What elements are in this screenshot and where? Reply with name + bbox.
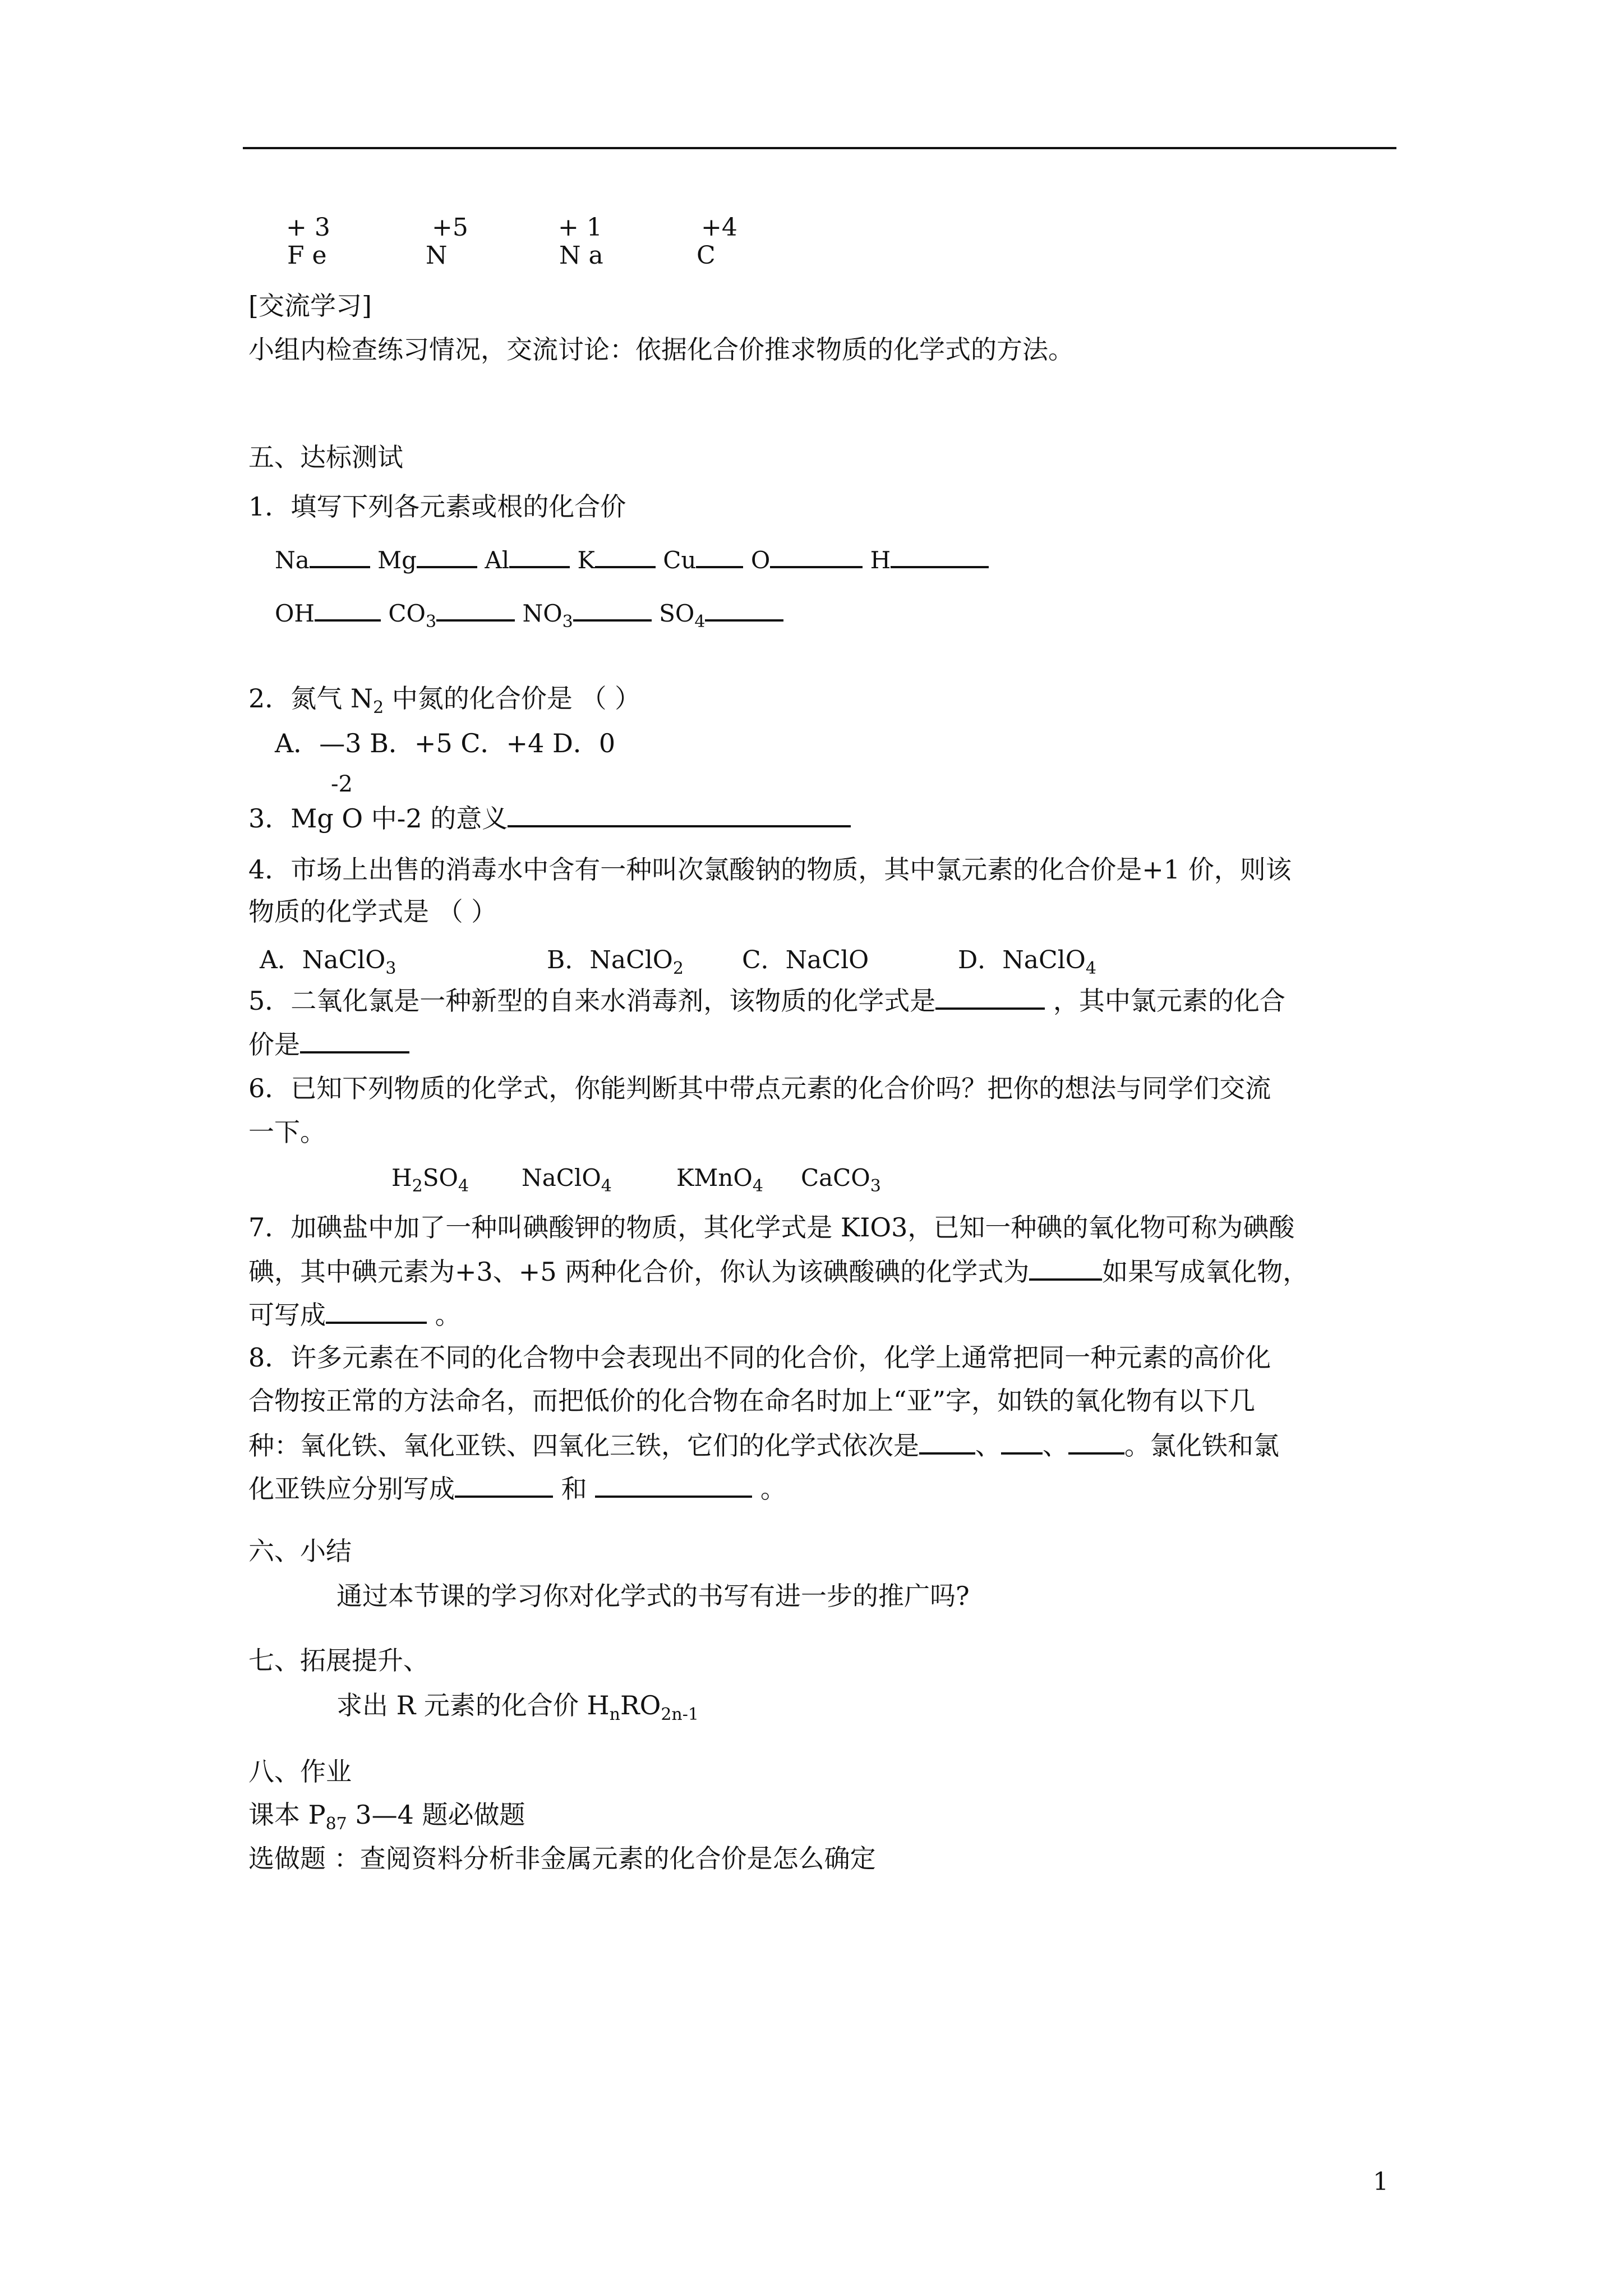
- q5-line1: [248, 983, 1285, 1018]
- q8-line4: [248, 1471, 786, 1506]
- blank-k[interactable]: [595, 541, 656, 568]
- q4-option-a: A．NaClO$_3$: [260, 946, 396, 978]
- formula-naclo4: NaClO$_4$: [522, 1164, 612, 1196]
- blank-cu[interactable]: [696, 541, 743, 568]
- q6-line2: 一下。: [248, 1117, 326, 1147]
- page-number: 1: [1373, 2168, 1389, 2196]
- q7-text-c: 可写成: [248, 1300, 326, 1330]
- q4-option-b: B．NaClO$_2$: [547, 946, 684, 978]
- elem-na: Na: [275, 546, 310, 574]
- q7-line3: [248, 1297, 461, 1332]
- q5-text-b: ，其中氯元素的化合: [1053, 986, 1285, 1016]
- section7-sub2: 2n-1: [661, 1705, 699, 1724]
- section8-line2: 选做题 ：查阅资料分析非金属元素的化合价是怎么确定: [248, 1843, 876, 1874]
- q2-text: [248, 682, 640, 725]
- q8-text-d: 和: [561, 1474, 587, 1504]
- section8-heading: 八、作业: [248, 1756, 352, 1787]
- element-fe: F e: [287, 241, 327, 270]
- section5-heading: 五、达标测试: [248, 442, 403, 472]
- blank-co3[interactable]: [436, 595, 515, 622]
- formula-kmno4: KMnO$_4$: [676, 1164, 763, 1196]
- q4-line1: 4．市场上出售的消毒水中含有一种叫次氯酸钠的物质，其中氯元素的化合价是+1 价，则该: [248, 854, 1292, 885]
- radical-no3: NO: [522, 600, 562, 627]
- element-c: C: [697, 241, 716, 270]
- q7-line1: 7．加碘盐中加了一种叫碘酸钾的物质，其化学式是 KIO3，已知一种碘的氧化物可称为碘酸: [248, 1212, 1295, 1243]
- q5-text-a: 5．二氧化氯是一种新型的自来水消毒剂，该物质的化学式是: [248, 986, 936, 1016]
- q1-row2: [275, 595, 783, 632]
- elem-k: K: [577, 546, 595, 574]
- q8-blank2[interactable]: [1001, 1428, 1043, 1455]
- q3-superscript: -2: [331, 771, 353, 797]
- q8-sep1: 、: [975, 1430, 1001, 1461]
- radical-so4-sub: 4: [694, 612, 706, 632]
- q7-text-d: 。: [435, 1300, 461, 1330]
- section7-text: [336, 1688, 699, 1732]
- q8-text-c: 化亚铁应分别写成: [248, 1474, 455, 1504]
- q8-blank5[interactable]: [595, 1471, 752, 1498]
- blank-h[interactable]: [891, 541, 989, 568]
- q7-text-a: 碘，其中碘元素为+3、+5 两种化合价，你认为该碘酸碘的化学式为: [248, 1257, 1030, 1287]
- blank-na[interactable]: [310, 541, 370, 568]
- valence-c: +4: [701, 213, 737, 242]
- q8-line3: [248, 1428, 1279, 1462]
- section8-text-a: 课本 P: [248, 1800, 326, 1830]
- blank-oh[interactable]: [315, 595, 381, 622]
- section7-text-a: 求出 R 元素的化合价 H: [336, 1690, 610, 1720]
- section7-text-b: RO: [620, 1690, 661, 1720]
- q6-line1: 6．已知下列物质的化学式，你能判断其中带点元素的化合价吗？把你的想法与同学们交流: [248, 1073, 1271, 1103]
- valence-n: +5: [432, 213, 468, 242]
- q3-blank[interactable]: [508, 800, 851, 827]
- q2-text-a: 2．氮气 N: [248, 683, 374, 714]
- elem-cu: Cu: [663, 546, 697, 574]
- q7-text-b: 如果写成氧化物，: [1102, 1257, 1309, 1287]
- element-na: N a: [559, 241, 603, 270]
- q8-line2: 合物按正常的方法命名，而把低价的化合物在命名时加上“亚”字，如铁的氧化物有以下几: [248, 1386, 1256, 1416]
- q7-blank1[interactable]: [1029, 1254, 1102, 1281]
- elem-al: Al: [485, 546, 510, 574]
- element-n: N: [426, 241, 448, 270]
- section6-heading: 六、小结: [248, 1536, 352, 1566]
- q4-option-d: D．NaClO$_4$: [958, 946, 1096, 978]
- section8-text-b: 3—4 题必做题: [347, 1800, 525, 1830]
- elem-mg: Mg: [377, 546, 417, 574]
- q3-text: 3．Mg O 中-2 的意义: [248, 803, 508, 834]
- q3-line: [248, 800, 851, 835]
- blank-al[interactable]: [509, 541, 570, 568]
- section6-text: 通过本节课的学习你对化学式的书写有进一步的推广吗?: [336, 1581, 970, 1611]
- q1-text: 1．填写下列各元素或根的化合价: [248, 491, 626, 522]
- blank-so4[interactable]: [705, 595, 783, 622]
- header-rule: [243, 147, 1396, 149]
- q8-text-b: 。氯化铁和氯: [1124, 1430, 1279, 1461]
- valence-na: + 1: [558, 213, 602, 242]
- section7-sub1: n: [609, 1705, 620, 1724]
- radical-no3-sub: 3: [562, 612, 573, 632]
- q7-line2: [248, 1254, 1308, 1289]
- section8-sub: 87: [325, 1814, 347, 1834]
- q5-blank2[interactable]: [300, 1027, 409, 1053]
- valence-fe: + 3: [286, 213, 330, 242]
- elem-h: H: [870, 546, 891, 574]
- radical-so4: SO: [659, 600, 695, 627]
- radical-oh: OH: [275, 600, 315, 627]
- q5-text-c: 价是: [248, 1029, 300, 1060]
- blank-mg[interactable]: [417, 541, 477, 568]
- section8-line1: [248, 1798, 525, 1841]
- q5-blank1[interactable]: [935, 983, 1045, 1010]
- q8-sep2: 、: [1043, 1430, 1068, 1461]
- formula-h2so4: $H_2SO_4$: [391, 1164, 469, 1196]
- section7-heading: 七、拓展提升、: [248, 1645, 429, 1676]
- q8-text-e: 。: [760, 1474, 786, 1504]
- radical-co3-sub: 3: [426, 612, 437, 632]
- q8-blank1[interactable]: [919, 1428, 975, 1455]
- q8-text-a: 种：氧化铁、氧化亚铁、四氧化三铁，它们的化学式依次是: [248, 1430, 919, 1461]
- q2-sub: 2: [373, 698, 384, 717]
- q1-row1: [275, 541, 989, 574]
- blank-o[interactable]: [770, 541, 863, 568]
- q8-blank3[interactable]: [1068, 1428, 1124, 1455]
- formula-caco3: CaCO$_3$: [801, 1164, 881, 1196]
- blank-no3[interactable]: [573, 595, 652, 622]
- q8-blank4[interactable]: [455, 1471, 553, 1498]
- q2-options: A．—3 B．+5 C．+4 D．0: [275, 728, 616, 758]
- radical-co3: CO: [388, 600, 426, 627]
- elem-o: O: [750, 546, 771, 574]
- q7-blank2[interactable]: [326, 1297, 427, 1324]
- q8-line1: 8．许多元素在不同的化合物中会表现出不同的化合价，化学上通常把同一种元素的高价化: [248, 1342, 1271, 1373]
- q5-line2: [248, 1027, 409, 1061]
- q2-text-b: 中氮的化合价是 （ ）: [384, 683, 641, 714]
- q4-line2: 物质的化学式是 （ ）: [248, 896, 497, 927]
- q4-option-c: C．NaClO: [742, 946, 869, 974]
- exchange-heading: [交流学习]: [248, 291, 372, 321]
- exchange-text: 小组内检查练习情况，交流讨论：依据化合价推求物质的化学式的方法。: [248, 334, 1074, 365]
